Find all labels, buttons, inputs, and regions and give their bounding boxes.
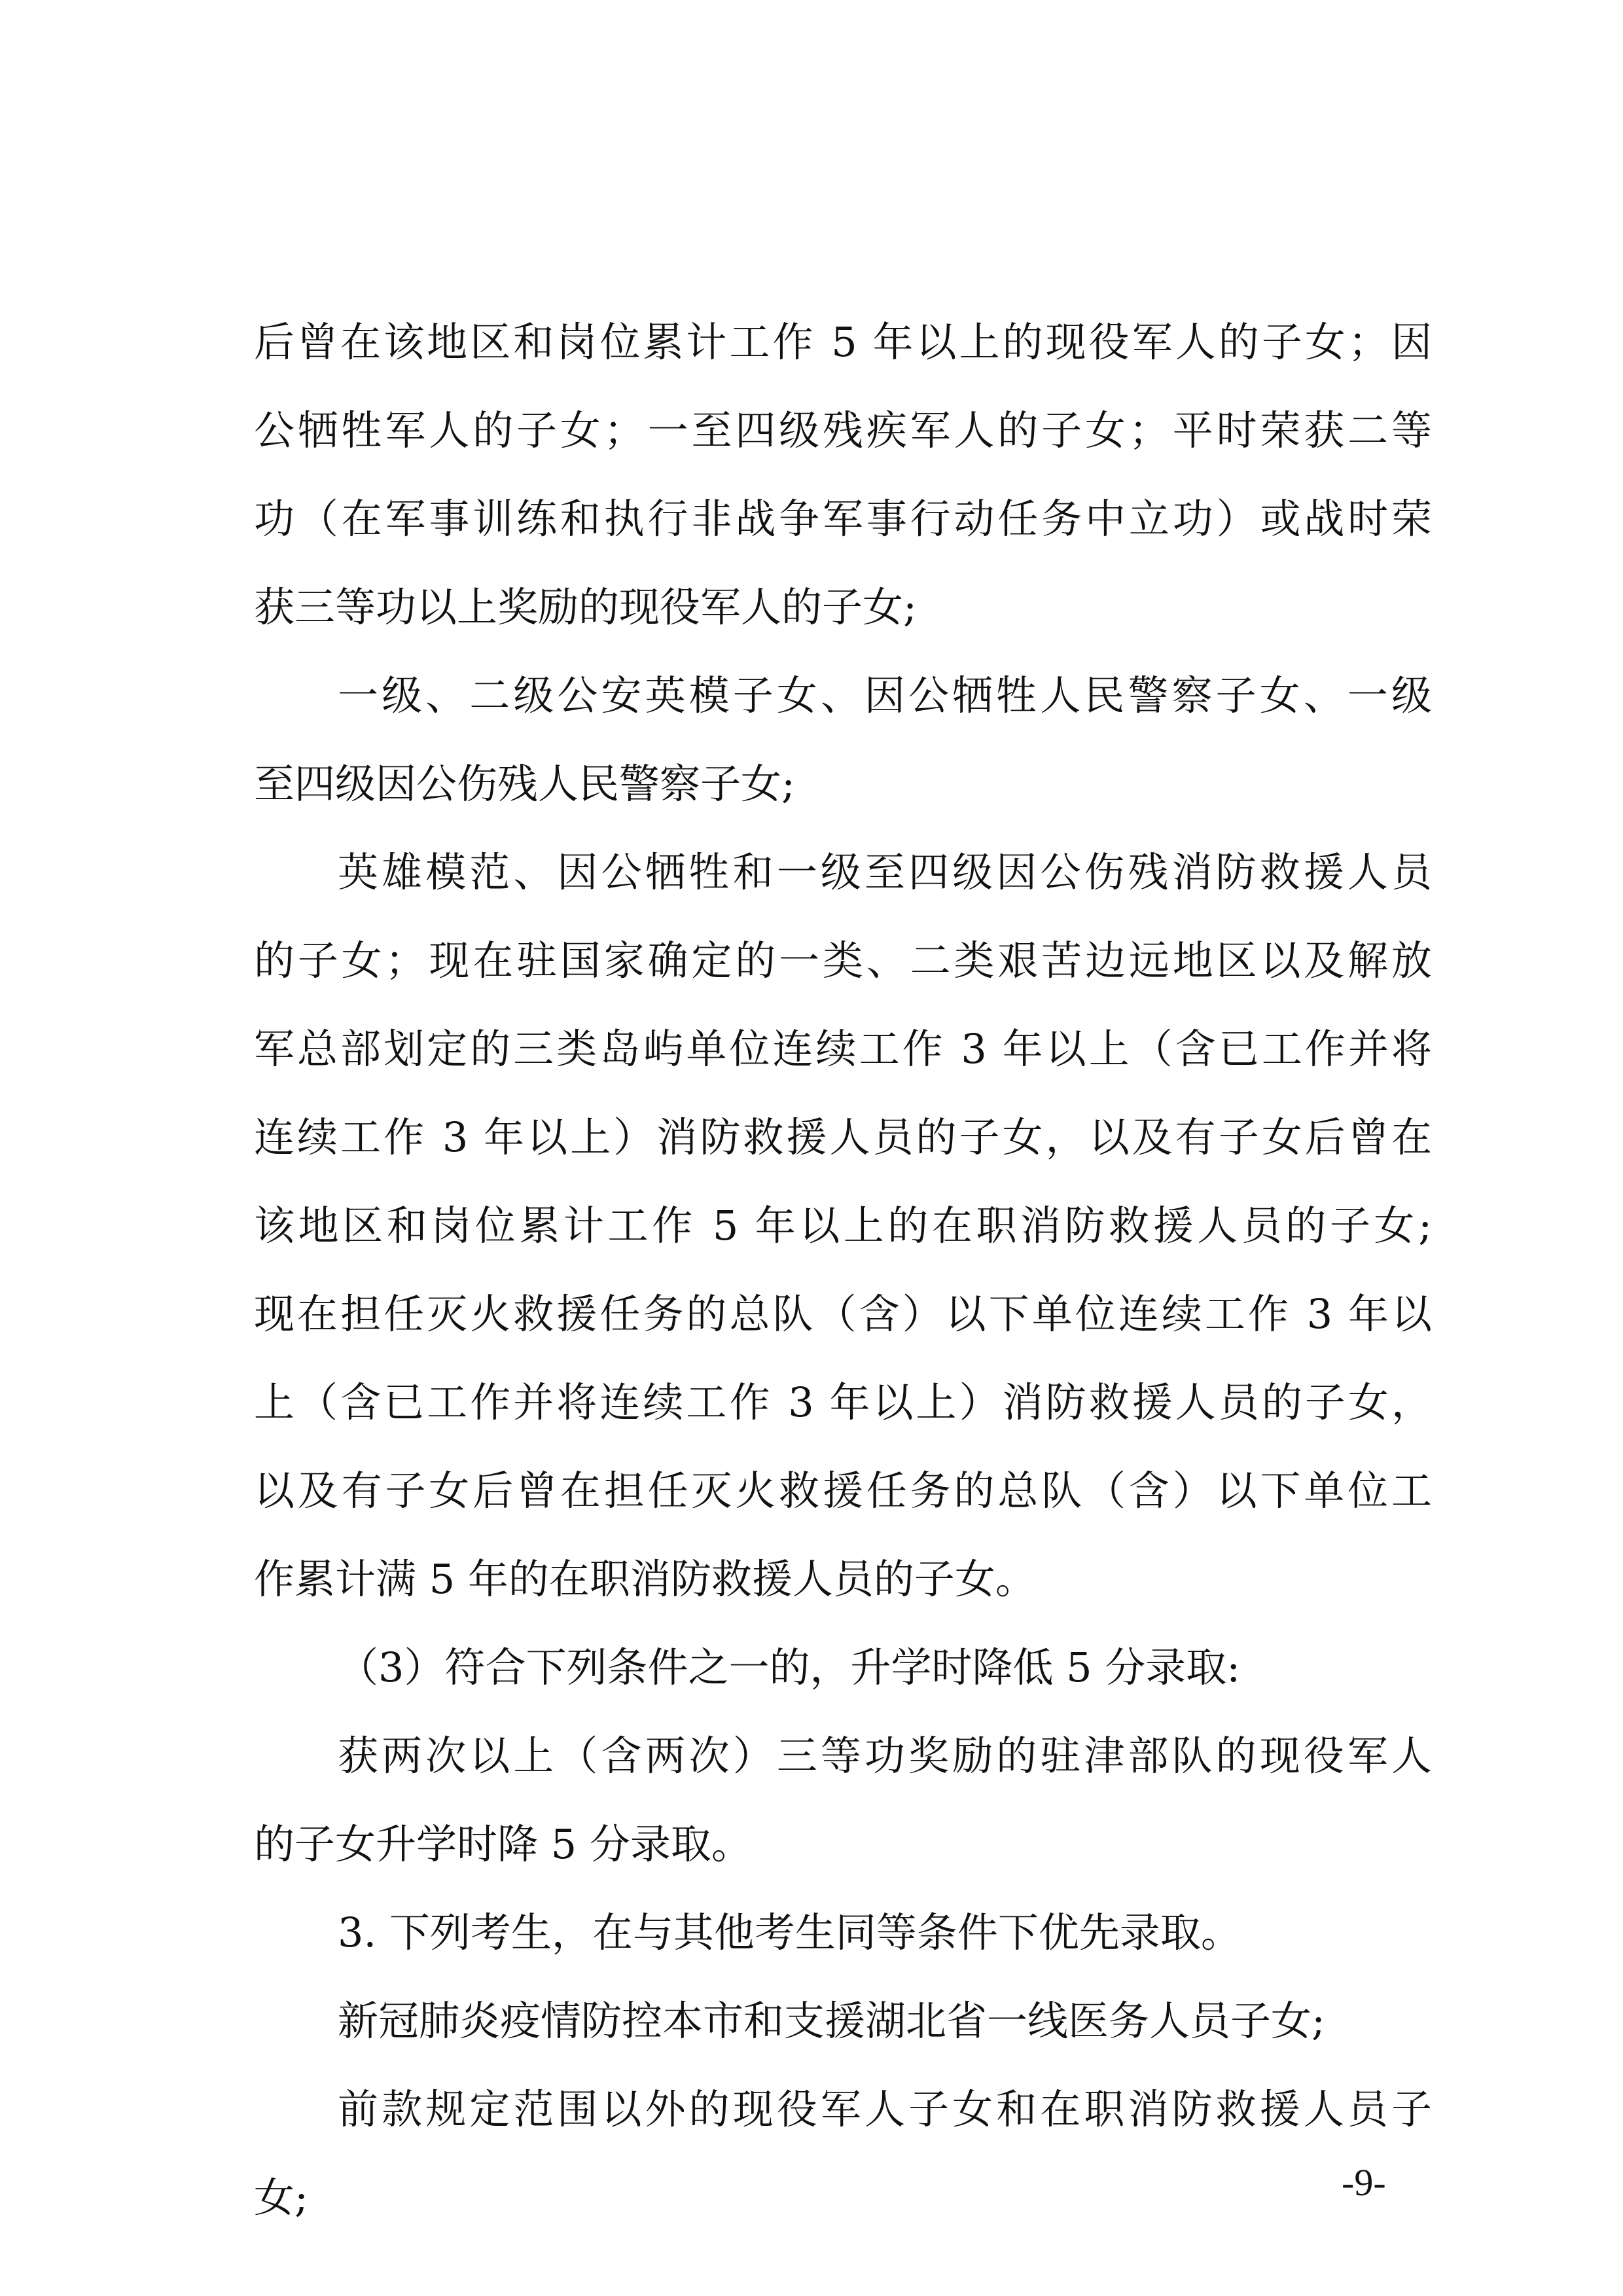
paragraph-line: 的子女升学时降 5 分录取。 — [254, 1820, 752, 1868]
paragraph-line: 作累计满 5 年的在职消防救援人员的子女。 — [254, 1555, 1036, 1603]
paragraph-line: 该地区和岗位累计工作 5 年以上的在职消防救援人员的子女; — [254, 1202, 1432, 1249]
paragraph-line: 女; — [254, 2174, 308, 2221]
paragraph-line: 的子女；现在驻国家确定的一类、二类艰苦边远地区以及解放 — [254, 937, 1432, 984]
paragraph-line: 一级、二级公安英模子女、因公牺牲人民警察子女、一级 — [338, 672, 1432, 719]
paragraph-line: 公牺牲军人的子女；一至四级残疾军人的子女；平时荣获二等 — [254, 406, 1432, 454]
paragraph-line: 上（含已工作并将连续工作 3 年以上）消防救援人员的子女， — [254, 1378, 1432, 1426]
paragraph-line: 英雄模范、因公牺牲和一级至四级因公伤残消防救援人员 — [338, 848, 1432, 896]
paragraph-line: 现在担任灭火救援任务的总队（含）以下单位连续工作 3 年以 — [254, 1290, 1432, 1338]
paragraph-line: 3. 下列考生，在与其他考生同等条件下优先录取。 — [338, 1909, 1241, 1956]
paragraph-line: 获三等功以上奖励的现役军人的子女; — [254, 583, 917, 631]
page-number: -9- — [1342, 2161, 1386, 2204]
paragraph-line: （3）符合下列条件之一的，升学时降低 5 分录取: — [338, 1643, 1241, 1691]
paragraph-line: 获两次以上（含两次）三等功奖励的驻津部队的现役军人 — [338, 1732, 1432, 1780]
paragraph-line: 新冠肺炎疫情防控本市和支援湖北省一线医务人员子女; — [338, 1997, 1325, 2045]
paragraph-line: 连续工作 3 年以上）消防救援人员的子女，以及有子女后曾在 — [254, 1113, 1432, 1161]
paragraph-line: 功（在军事训练和执行非战争军事行动任务中立功）或战时荣 — [254, 495, 1432, 543]
paragraph-line: 后曾在该地区和岗位累计工作 5 年以上的现役军人的子女；因 — [254, 318, 1432, 366]
body-text — [254, 298, 1432, 2242]
paragraph-line: 军总部划定的三类岛屿单位连续工作 3 年以上（含已工作并将 — [254, 1025, 1432, 1073]
paragraph-line: 至四级因公伤残人民警察子女; — [254, 760, 795, 808]
paragraph-line: 以及有子女后曾在担任灭火救援任务的总队（含）以下单位工 — [254, 1467, 1432, 1515]
paragraph-line: 前款规定范围以外的现役军人子女和在职消防救援人员子 — [338, 2085, 1432, 2133]
